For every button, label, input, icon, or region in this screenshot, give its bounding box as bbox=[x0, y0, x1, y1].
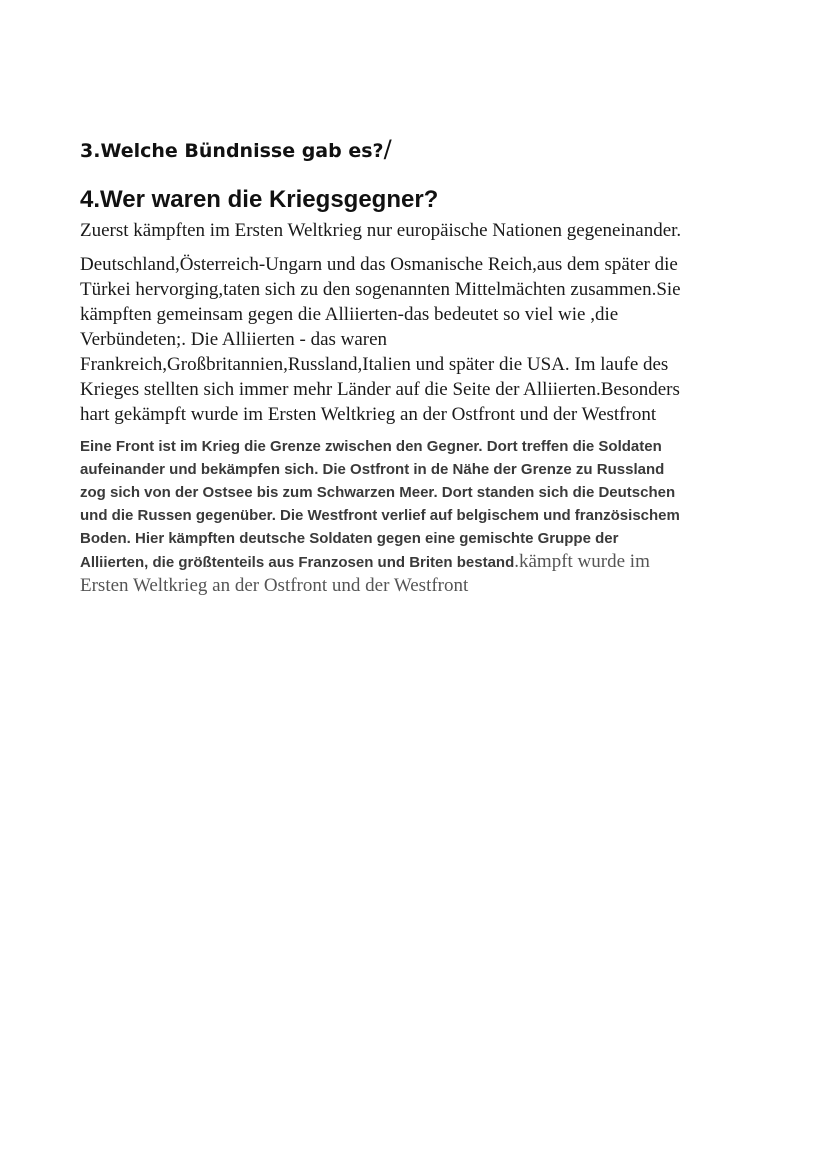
paragraph-line: Frankreich,Großbritannien,Russland,Italien und später die USA. Im laufe des bbox=[80, 354, 669, 375]
paragraph-line: Türkei hervorging,taten sich zu den sogenannten Mittelmächten zusammen.Sie bbox=[80, 279, 681, 300]
front-line: Boden. Hier kämpften deutsche Soldaten gegen eine gemischte Gruppe der bbox=[80, 530, 619, 547]
heading-question-3-text: 3.Welche Bündnisse gab es? bbox=[80, 140, 384, 162]
paragraph-line: Deutschland,Österreich-Ungarn und das Osmanische Reich,aus dem später die bbox=[80, 254, 678, 275]
paragraph-line: Verbündeten;. Die Alliierten - das waren bbox=[80, 329, 388, 350]
front-line: aufeinander und bekämpfen sich. Die Ostfront in de Nähe der Grenze zu Russland bbox=[80, 461, 665, 478]
alliances-paragraph bbox=[80, 252, 760, 427]
front-line: Eine Front ist im Krieg die Grenze zwischen den Gegner. Dort treffen die Soldaten bbox=[80, 438, 662, 455]
heading-question-3 bbox=[80, 133, 760, 165]
front-paragraph bbox=[80, 435, 760, 597]
front-tail-line: Ersten Weltkrieg an der Ostfront und der Westfront bbox=[80, 575, 469, 596]
heading-question-3-mark: / bbox=[383, 135, 392, 163]
front-line-bold-part: Alliierten, die größtenteils aus Franzosen und Briten bestand bbox=[80, 554, 515, 571]
front-line-serif-part: .kämpft wurde im bbox=[514, 551, 650, 572]
document-content bbox=[80, 133, 760, 597]
front-line-mixed bbox=[80, 550, 760, 574]
heading-question-4: 4.Wer waren die Kriegsgegner? bbox=[80, 186, 439, 213]
paragraph-line: kämpften gemeinsam gegen die Alliierten-das bedeutet so viel wie ,die bbox=[80, 304, 619, 325]
intro-paragraph: Zuerst kämpften im Ersten Weltkrieg nur europäische Nationen gegeneinander. bbox=[80, 220, 682, 241]
front-line: zog sich von der Ostsee bis zum Schwarzen Meer. Dort standen sich die Deutschen bbox=[80, 484, 676, 501]
front-line: und die Russen gegenüber. Die Westfront verlief auf belgischem und französischem bbox=[80, 507, 680, 524]
paragraph-line: Krieges stellten sich immer mehr Länder auf die Seite der Alliierten.Besonders bbox=[80, 379, 680, 400]
paragraph-line: hart gekämpft wurde im Ersten Weltkrieg an der Ostfront und der Westfront bbox=[80, 404, 657, 425]
